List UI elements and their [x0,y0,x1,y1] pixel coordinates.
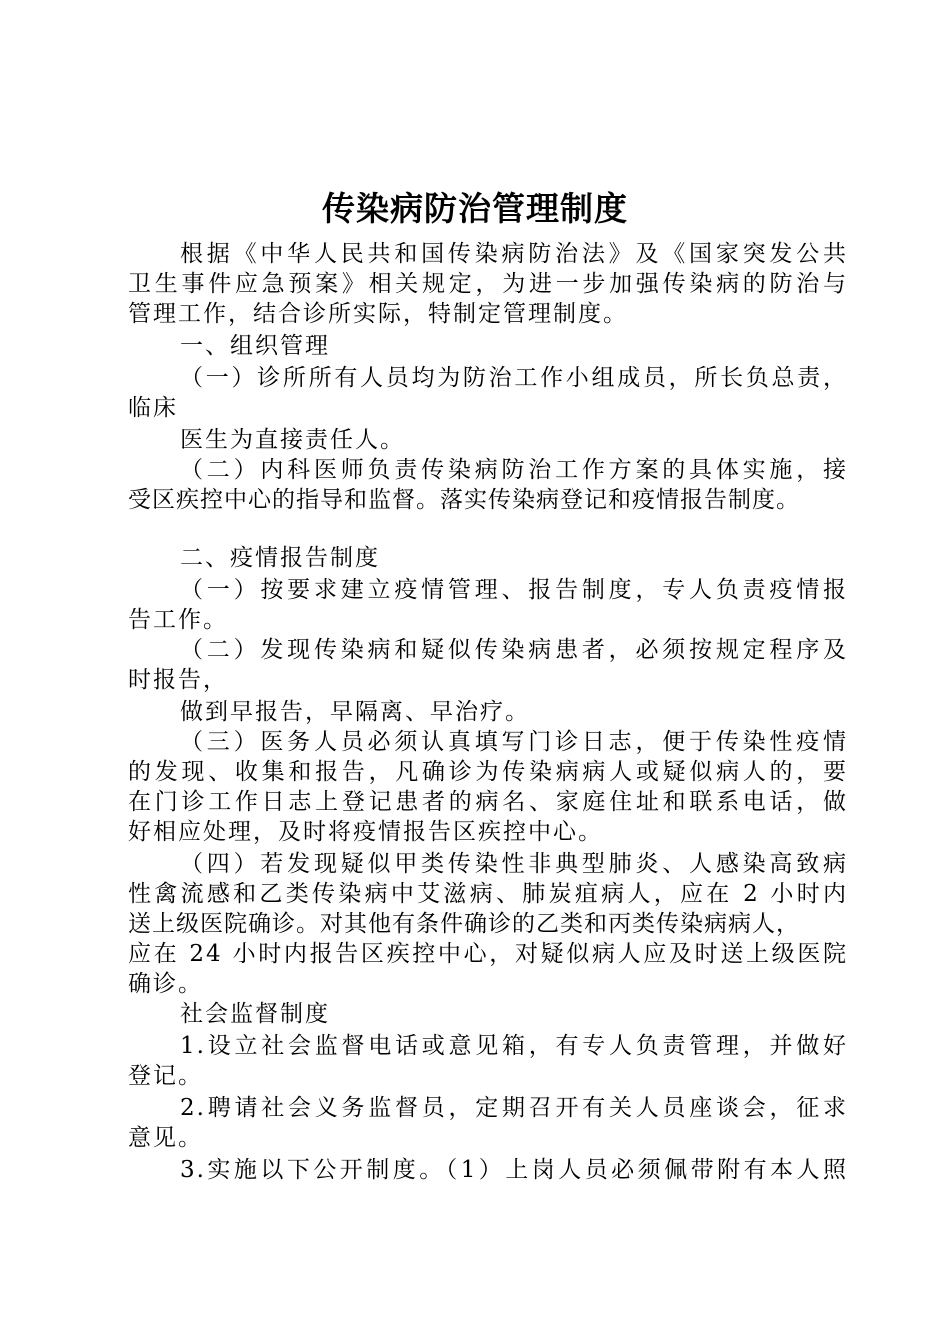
paragraph-line: 送上级医院确诊。对其他有条件确诊的乙类和丙类传染病病人， [128,911,800,937]
paragraph-line: 意见。 [128,1125,203,1151]
paragraph-line: 1.设立社会监督电话或意见箱，有专人负责管理，并做好 [180,1033,848,1059]
paragraph-line: （三）医务人员必须认真填写门诊日志，便于传染性疫情 [180,729,848,755]
paragraph-line: （四）若发现疑似甲类传染性非典型肺炎、人感染高致病 [180,851,848,877]
document-title: 传染病防治管理制度 [322,189,628,228]
section-heading: 一、组织管理 [180,333,330,359]
paragraph-line: 登记。 [128,1063,203,1089]
paragraph-line: 管理工作，结合诊所实际，特制定管理制度。 [128,301,628,327]
paragraph-line: （二）发现传染病和疑似传染病患者，必须按规定程序及 [180,637,848,663]
paragraph-line: 根据《中华人民共和国传染病防治法》及《国家突发公共 [180,241,848,267]
paragraph-line: 的发现、收集和报告，凡确诊为传染病病人或疑似病人的，要 [128,759,848,785]
paragraph-line: 应在 24 小时内报告区疾控中心，对疑似病人应及时送上级医院 [128,941,848,967]
paragraph-line: 性禽流感和乙类传染病中艾滋病、肺炭疽病人，应在 2 小时内 [128,881,848,907]
paragraph-line: （一）按要求建立疫情管理、报告制度，专人负责疫情报 [180,577,848,603]
paragraph-line: 2.聘请社会义务监督员，定期召开有关人员座谈会，征求 [180,1095,848,1121]
paragraph-line: 确诊。 [128,971,203,997]
paragraph-line: 受区疾控中心的指导和监督。落实传染病登记和疫情报告制度。 [128,487,800,513]
paragraph-line: 做到早报告，早隔离、早治疗。 [180,699,530,725]
paragraph-line: 3.实施以下公开制度。（1）上岗人员必须佩带附有本人照 [180,1157,848,1183]
section-heading: 社会监督制度 [180,1001,330,1027]
paragraph-line: 好相应处理，及时将疫情报告区疾控中心。 [128,819,603,845]
paragraph-line: （一）诊所所有人员均为防治工作小组成员，所长负总责， [180,365,848,391]
paragraph-line: （二）内科医师负责传染病防治工作方案的具体实施，接 [180,457,848,483]
paragraph-line: 在门诊工作日志上登记患者的病名、家庭住址和联系电话，做 [128,789,848,815]
paragraph-line: 时报告， [128,667,228,693]
paragraph-line: 告工作。 [128,607,228,633]
paragraph-line: 临床 [128,395,178,421]
paragraph-line: 医生为直接责任人。 [180,427,405,453]
section-heading: 二、疫情报告制度 [180,545,380,571]
paragraph-line: 卫生事件应急预案》相关规定，为进一步加强传染病的防治与 [128,271,848,297]
